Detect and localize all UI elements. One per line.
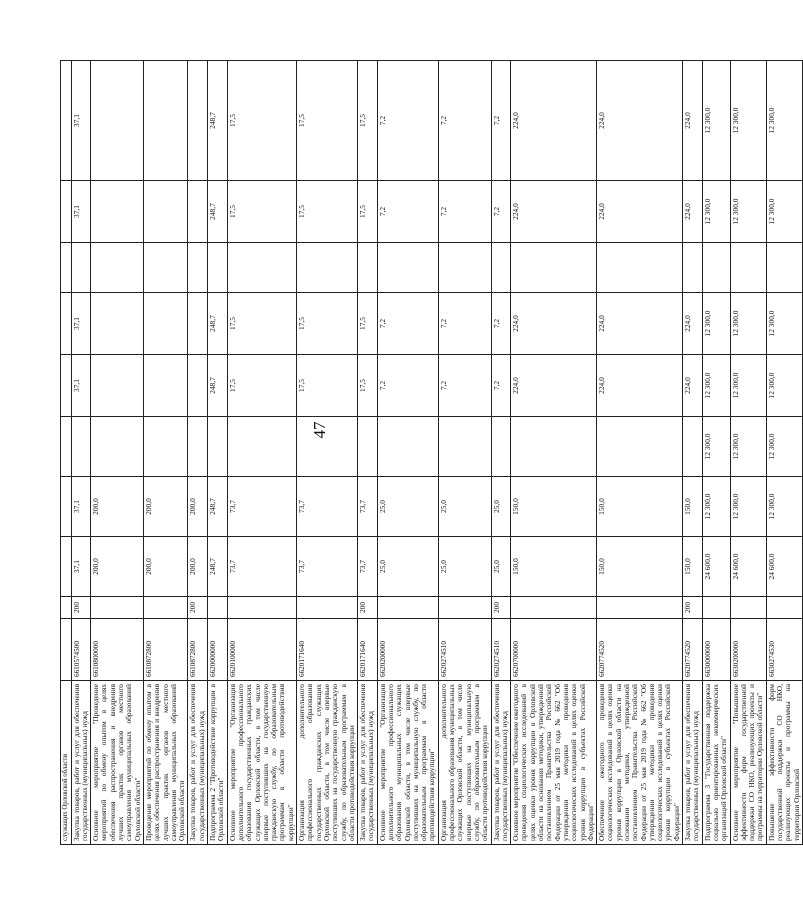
budget-code-cell: 6630200000 [730, 619, 766, 681]
amount-cell [730, 243, 766, 293]
amount-cell [91, 243, 144, 293]
expense-type-cell [91, 597, 144, 619]
amount-cell [511, 243, 597, 293]
amount-cell: 248,7 [208, 181, 228, 243]
amount-cell: 200,0 [188, 537, 208, 597]
amount-cell [358, 243, 378, 293]
amount-cell: 12 300,0 [702, 477, 730, 537]
amount-cell: 7,2 [438, 61, 491, 181]
budget-code-cell: 6620700000 [511, 619, 597, 681]
amount-cell [188, 355, 208, 417]
amount-cell: 73,7 [227, 477, 296, 537]
row-name: Подпрограмма 2 "Противодействие коррупции в Орловской области" [208, 681, 228, 845]
expense-type-cell: 200 [358, 597, 378, 619]
table-row [91, 61, 144, 845]
amount-cell: 12 300,0 [730, 293, 766, 355]
amount-cell: 150,0 [683, 477, 703, 537]
budget-code-cell: 6610574500 [71, 619, 91, 681]
budget-code-cell: 6610800000 [91, 619, 144, 681]
amount-cell [188, 181, 208, 243]
amount-cell: 7,2 [377, 293, 438, 355]
amount-cell [143, 293, 187, 355]
row-name: Обеспечение ежегодного проведения социологических исследований в целях оценки уровня коррупции в Орловской области на основании методики, утвержденной постановлением Правительства Российской Федерации от 25 мая 2019 года № 662 "Об утверждении методики проведения социологических исследований в целях оценки уровня коррупции в субъектах Российской Федерации" [597, 681, 683, 845]
amount-cell: 12 300,0 [730, 181, 766, 243]
amount-cell [491, 417, 511, 477]
amount-cell: 17,5 [297, 61, 358, 181]
row-name: Закупка товаров, работ и услуг для обеспечения государственных (муниципальных) нужд [683, 681, 703, 845]
amount-cell [683, 243, 703, 293]
expense-type-cell: 200 [188, 597, 208, 619]
table-row [511, 61, 597, 845]
budget-code-cell: 6630000000 [702, 619, 730, 681]
amount-cell [491, 243, 511, 293]
amount-cell: 7,2 [377, 181, 438, 243]
amount-cell: 12 300,0 [702, 61, 730, 181]
amount-cell: 224,0 [597, 61, 683, 181]
amount-cell: 224,0 [597, 181, 683, 243]
amount-cell [143, 417, 187, 477]
amount-cell [208, 243, 228, 293]
amount-cell [377, 417, 438, 477]
amount-cell: 150,0 [683, 537, 703, 597]
expense-type-cell: 200 [71, 597, 91, 619]
amount-cell: 37,1 [71, 61, 91, 181]
budget-code-cell: 6610872800 [188, 619, 208, 681]
amount-cell: 200,0 [91, 477, 144, 537]
amount-cell: 150,0 [511, 477, 597, 537]
amount-cell: 224,0 [683, 355, 703, 417]
amount-cell: 12 300,0 [766, 61, 802, 181]
budget-code-cell: 6620100000 [227, 619, 296, 681]
amount-cell: 73,7 [227, 537, 296, 597]
amount-cell: 37,1 [71, 355, 91, 417]
amount-cell: 7,2 [491, 355, 511, 417]
budget-code-cell: 6610872800 [143, 619, 187, 681]
amount-cell: 224,0 [683, 293, 703, 355]
amount-cell: 200,0 [143, 537, 187, 597]
amount-cell [143, 181, 187, 243]
amount-cell: 17,5 [297, 181, 358, 243]
amount-cell: 7,2 [491, 181, 511, 243]
row-name: Основное мероприятие "Проведение мероприятий по обмену опытом в целях обеспечения распространения и внедрения лучших практик органов местного самоуправления муниципальных образований Орловской области" [91, 681, 144, 845]
budget-code-cell: 6620774520 [597, 619, 683, 681]
amount-cell: 200,0 [91, 537, 144, 597]
amount-cell [143, 61, 187, 181]
row-name: Закупка товаров, работ и услуг для обеспечения государственных (муниципальных) нужд [491, 681, 511, 845]
amount-cell: 37,1 [71, 537, 91, 597]
amount-cell [91, 417, 144, 477]
expense-type-cell [766, 597, 802, 619]
amount-cell: 17,5 [227, 181, 296, 243]
table-row [702, 61, 730, 845]
amount-cell: 25,0 [377, 477, 438, 537]
amount-cell: 17,5 [227, 61, 296, 181]
amount-cell [188, 417, 208, 477]
budget-code-cell: 6620171640 [297, 619, 358, 681]
amount-cell [227, 417, 296, 477]
table-row [438, 61, 491, 845]
amount-cell: 150,0 [597, 537, 683, 597]
table-row [208, 61, 228, 845]
amount-cell: 12 300,0 [766, 477, 802, 537]
budget-code-cell: 6620000000 [208, 619, 228, 681]
expense-type-cell [730, 597, 766, 619]
amount-cell: 73,7 [297, 537, 358, 597]
row-name: Основное мероприятие "Организация дополнительного профессионального образования государственных гражданских служащих Орловской области, в том числе впервые поступивших на государственную гражданскую службу, по образовательным программам в области противодействия коррупции" [227, 681, 296, 845]
table-row [766, 61, 802, 845]
row-name: Основное мероприятие "Обеспечение ежегодного проведения социологических исследований в целях оценки уровня коррупции в Орловской области на основании методики, утвержденной постановлением Правительства Российской Федерации от 25 мая 2019 года № 662 "Об утверждении методики проведения социологических исследований в целях оценки уровня коррупции в субъектах Российской Федерации" [511, 681, 597, 845]
amount-cell: 17,5 [358, 61, 378, 181]
amount-cell: 12 300,0 [730, 477, 766, 537]
budget-code-cell: 6620171640 [358, 619, 378, 681]
amount-cell [297, 243, 358, 293]
budget-code-cell: 6620274510 [491, 619, 511, 681]
amount-cell: 150,0 [597, 477, 683, 537]
expense-type-cell [297, 597, 358, 619]
amount-cell [188, 61, 208, 181]
amount-cell [511, 417, 597, 477]
amount-cell: 12 300,0 [730, 61, 766, 181]
amount-cell: 224,0 [683, 61, 703, 181]
amount-cell [91, 61, 144, 181]
amount-cell: 73,7 [297, 477, 358, 537]
budget-code-cell: 6620774520 [683, 619, 703, 681]
amount-cell: 12 300,0 [702, 355, 730, 417]
amount-cell: 17,5 [358, 355, 378, 417]
amount-cell: 17,5 [297, 355, 358, 417]
row-name: Закупка товаров, работ и услуг для обеспечения государственных (муниципальных) нужд [358, 681, 378, 845]
table-row [597, 61, 683, 845]
amount-cell: 73,7 [358, 537, 378, 597]
amount-cell [766, 243, 802, 293]
amount-cell: 224,0 [511, 61, 597, 181]
row-name: Организация дополнительного профессионального образования муниципальных служащих Орловской области, в том числе впервые поступивших на муниципальную службу, по образовательным программам в области противодействия коррупции [438, 681, 491, 845]
amount-cell: 224,0 [683, 181, 703, 243]
amount-cell: 224,0 [511, 293, 597, 355]
expense-type-cell [702, 597, 730, 619]
amount-cell: 37,1 [71, 477, 91, 537]
row-name: Проведение мероприятий по обмену опытом в целях обеспечения распространения и внедрения лучших практик органов местного самоуправления муниципальных образований Орловской области [143, 681, 187, 845]
amount-cell [71, 243, 91, 293]
amount-cell [702, 243, 730, 293]
amount-cell [71, 417, 91, 477]
table-row [683, 61, 703, 845]
amount-cell [377, 243, 438, 293]
row-name: Повышение эффективности форм государственной поддержки СО НКО, реализующих проекты и программы на территории Орловской [766, 681, 802, 845]
expense-type-cell [597, 597, 683, 619]
amount-cell: 224,0 [511, 355, 597, 417]
amount-cell: 7,2 [438, 181, 491, 243]
amount-cell: 73,7 [358, 477, 378, 537]
amount-cell: 37,1 [71, 293, 91, 355]
amount-cell: 24 600,0 [766, 537, 802, 597]
amount-cell: 7,2 [377, 355, 438, 417]
amount-cell: 248,7 [208, 477, 228, 537]
amount-cell: 17,5 [227, 293, 296, 355]
page-number: 47 [310, 421, 329, 439]
amount-cell [438, 417, 491, 477]
amount-cell: 17,5 [227, 355, 296, 417]
table-row [730, 61, 766, 845]
amount-cell [438, 243, 491, 293]
budget-code-cell: 6620200000 [377, 619, 438, 681]
amount-cell: 37,1 [71, 181, 91, 243]
expense-type-cell [227, 597, 296, 619]
amount-cell: 25,0 [438, 537, 491, 597]
amount-cell: 24 600,0 [730, 537, 766, 597]
row-name: Закупка товаров, работ и услуг для обеспечения государственных (муниципальных) нужд [71, 681, 91, 845]
amount-cell [188, 293, 208, 355]
amount-cell: 224,0 [511, 181, 597, 243]
amount-cell: 7,2 [438, 355, 491, 417]
amount-cell: 25,0 [491, 537, 511, 597]
expense-type-cell [143, 597, 187, 619]
amount-cell: 17,5 [358, 293, 378, 355]
row-name: Основное мероприятие "Организация дополнительного профессионального образования муниципальных служащих Орловской области, в том числе впервые поступивших на муниципальную службу, по образовательным программам в области противодействия коррупции" [377, 681, 438, 845]
table-row [227, 61, 296, 845]
row-name: Организация дополнительного профессионального образования государственных гражданских служащих Орловской области, в том числе впервые поступивших на государственную гражданскую службу, по образовательным программам в области противодействия коррупции [297, 681, 358, 845]
budget-code-cell: 6620274510 [438, 619, 491, 681]
table-row [71, 61, 91, 845]
amount-cell [143, 355, 187, 417]
amount-cell: 17,5 [358, 181, 378, 243]
budget-code-cell: 6630274530 [766, 619, 802, 681]
amount-cell [597, 417, 683, 477]
table-row-header-fragment [61, 61, 72, 845]
amount-cell: 248,7 [208, 61, 228, 181]
expense-type-cell [377, 597, 438, 619]
amount-cell: 200,0 [143, 477, 187, 537]
amount-cell: 12 300,0 [702, 293, 730, 355]
amount-cell [597, 243, 683, 293]
amount-cell: 150,0 [511, 537, 597, 597]
rotated-table-wrapper [60, 61, 801, 845]
amount-cell [358, 417, 378, 477]
amount-cell: 224,0 [597, 293, 683, 355]
amount-cell: 224,0 [597, 355, 683, 417]
amount-cell [91, 293, 144, 355]
expense-type-cell: 200 [491, 597, 511, 619]
amount-cell: 12 300,0 [766, 417, 802, 477]
row-name: Закупка товаров, работ и услуг для обеспечения государственных (муниципальных) нужд [188, 681, 208, 845]
amount-cell [91, 181, 144, 243]
amount-cell [208, 417, 228, 477]
expense-type-cell: 200 [683, 597, 703, 619]
table-row [297, 61, 358, 845]
amount-cell: 200,0 [188, 477, 208, 537]
amount-cell: 12 300,0 [730, 417, 766, 477]
row-name: Основное мероприятие "Повышение эффективности форм государственной поддержки СО НКО, реализующих проекты и программы на территории Орловской области" [730, 681, 766, 845]
amount-cell: 7,2 [438, 293, 491, 355]
amount-cell: 25,0 [438, 477, 491, 537]
amount-cell [188, 243, 208, 293]
amount-cell: 7,2 [491, 61, 511, 181]
budget-table [60, 60, 803, 845]
table-row [491, 61, 511, 845]
amount-cell: 17,5 [297, 293, 358, 355]
table-row [143, 61, 187, 845]
amount-cell: 7,2 [377, 61, 438, 181]
amount-cell: 12 300,0 [766, 293, 802, 355]
row-name: Подпрограмма 3 "Государственная поддержка социально ориентированных некоммерческих организаций Орловской области" [702, 681, 730, 845]
table-row [377, 61, 438, 845]
amount-cell: 24 600,0 [702, 537, 730, 597]
amount-cell [91, 355, 144, 417]
amount-cell: 12 300,0 [730, 355, 766, 417]
amount-cell: 25,0 [377, 537, 438, 597]
amount-cell: 7,2 [491, 293, 511, 355]
amount-cell: 25,0 [491, 477, 511, 537]
expense-type-cell [511, 597, 597, 619]
amount-cell [143, 243, 187, 293]
amount-cell [683, 417, 703, 477]
table-row [358, 61, 378, 845]
amount-cell: 12 300,0 [766, 181, 802, 243]
expense-type-cell [208, 597, 228, 619]
amount-cell: 248,7 [208, 537, 228, 597]
amount-cell: 12 300,0 [766, 355, 802, 417]
amount-cell [227, 243, 296, 293]
expense-type-cell [438, 597, 491, 619]
amount-cell: 248,7 [208, 355, 228, 417]
amount-cell: 12 300,0 [702, 181, 730, 243]
amount-cell [297, 417, 358, 477]
amount-cell: 248,7 [208, 293, 228, 355]
table-row [188, 61, 208, 845]
amount-cell: 12 300,0 [702, 417, 730, 477]
row-name: служащих Орловской области [61, 681, 72, 845]
